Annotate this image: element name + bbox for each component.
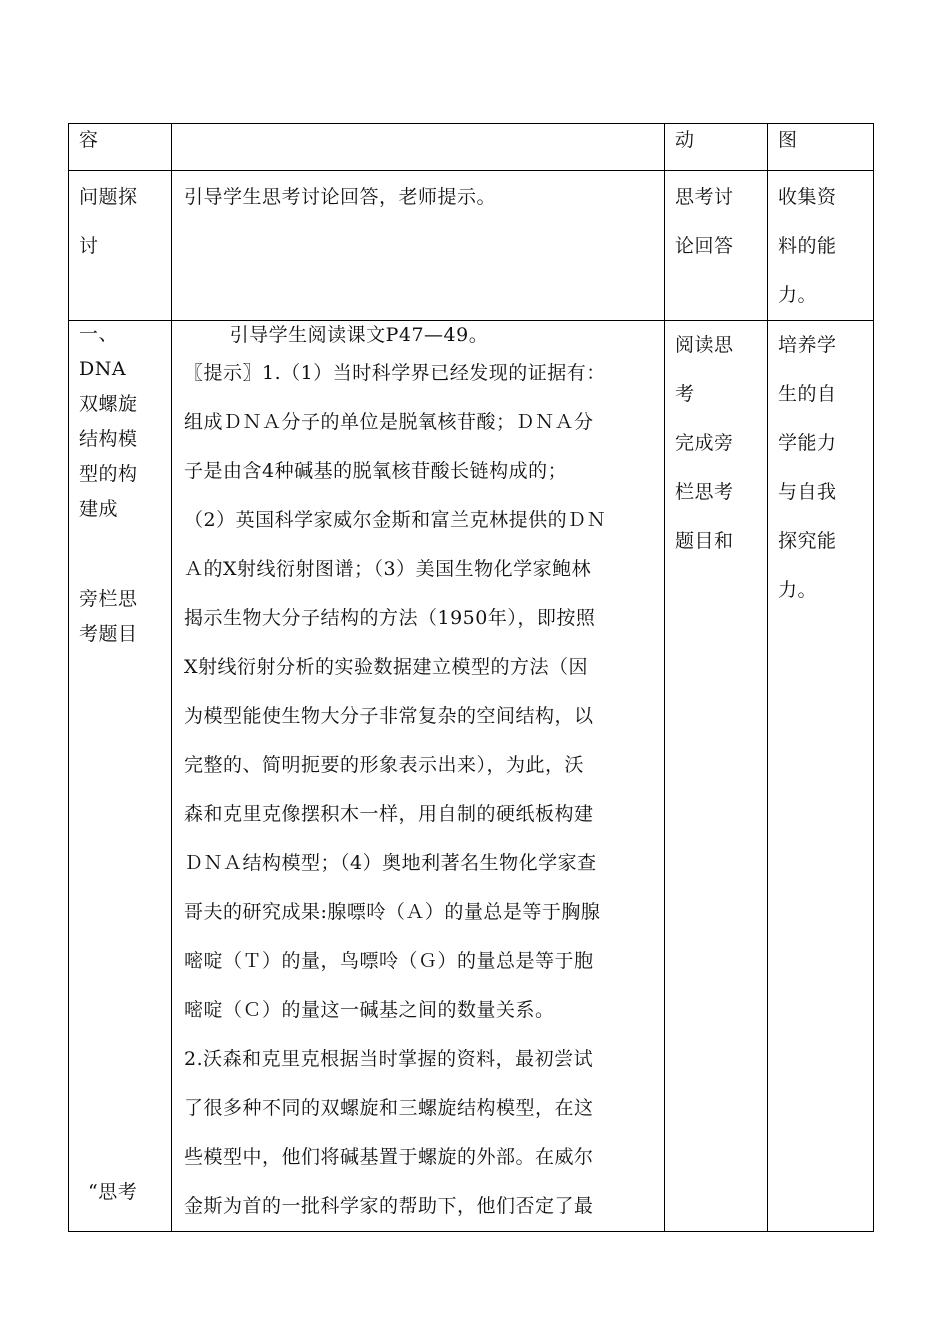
dna-purpose-text: 培养学 生的自 学能力 与自我 探究能 力。 [778,334,837,601]
question-activity-text: 思考讨 论回答 [675,186,734,257]
lesson-plan-table [68,123,874,1232]
header-col3-text: 动 [675,129,695,151]
question-discussion-row [69,171,874,321]
question-content-cell [172,171,665,321]
header-cell-content [69,124,172,171]
question-content-text: 引导学生思考讨论回答，老师提示。 [184,186,497,208]
hint-body-text: 〖提示〗1.（1）当时科学界已经发现的证据有： 组成ＤＮＡ分子的单位是脱氧核苷酸；ＤＮＡ分 子是由含4种碱基的脱氧核苷酸长链构成的； （2）英国科学家威尔金斯和富兰克林提供的ＤＮ Ａ的X射线衍射图谱；（3）美国生物化学家鲍林 揭示生物大分子结构的方法（1950年），即按照 X射线衍射分析的实验数据建立模型的方法（因 为模型能使生物大分子非常复杂的空间结构，以 完整的、简明扼要的形象表示出来），为此，沃 森和克里克像摆积木一样，用自制的硬纸板构建 ＤＮＡ结构模型；（4）奥地利著名生物化学家查 哥夫的研究成果:腺嘌呤（Ａ）的量总是等于胸腺 嘧啶（Ｔ）的量，鸟嘌呤（Ｇ）的量总是等于胞 嘧啶（Ｃ）的量这一碱基之间的数量关系。 2.沃森和克里克根据当时掌握的资料，最初尝试 了很多种不同的双螺旋和三螺旋结构模型，在这 些模型中，他们将碱基置于螺旋的外部。在威尔 金斯为首的一批科学家的帮助下，他们否定了最 [184,362,607,1217]
dna-topic-title: 一、DNA 双螺旋 结构模 型的构 建成 [79,323,138,520]
header-col4-text: 图 [778,129,798,151]
question-purpose-cell [768,171,874,321]
dna-model-row [69,321,874,1232]
question-purpose-text: 收集资 料的能 力。 [778,186,837,306]
dna-activity-text: 阅读思 考 完成旁 栏思考 题目和 [675,334,734,552]
dna-topic-cell [69,321,172,1232]
question-topic-text: 问题探 讨 [79,186,138,257]
sidebar-question-label: 旁栏思 考题目 [79,588,138,645]
header-col1-text: 容 [79,129,99,151]
header-cell-purpose [768,124,874,171]
reading-instruction: 引导学生阅读课文P47—49。 [229,324,489,346]
table-header-row [69,124,874,171]
header-cell-process [172,124,665,171]
header-cell-activity [665,124,768,171]
header-col2-text [172,124,664,125]
question-activity-cell [665,171,768,321]
dna-purpose-cell [768,321,874,1232]
question-topic-cell [69,171,172,321]
dna-content-cell [172,321,665,1232]
think-label-fragment: “思考 [88,1181,138,1203]
dna-activity-cell [665,321,768,1232]
